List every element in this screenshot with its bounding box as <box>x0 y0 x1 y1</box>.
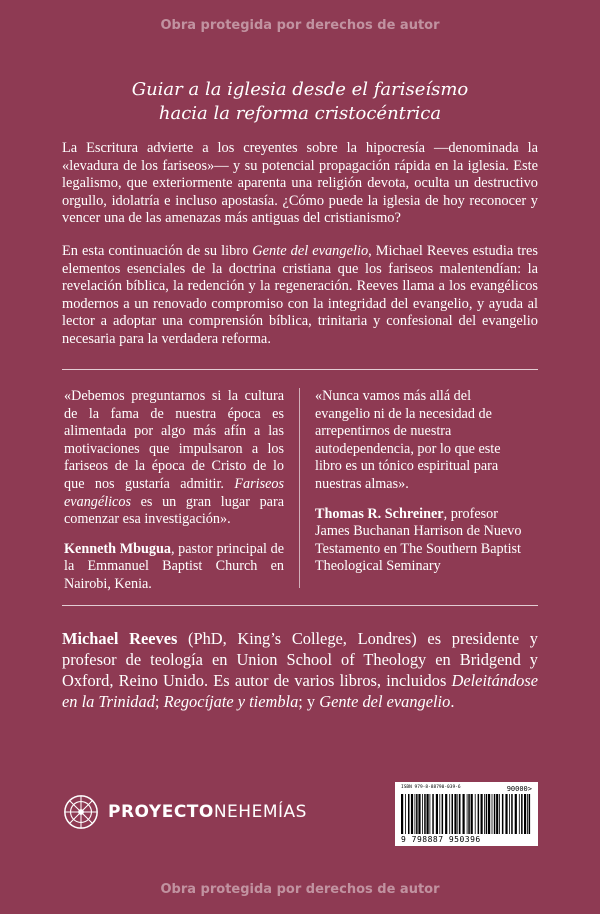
barcode-bar <box>442 794 444 834</box>
barcode-bar <box>527 794 528 834</box>
barcode-bar <box>494 794 496 834</box>
barcode-bar <box>401 794 403 834</box>
bio-sep-2: ; y <box>298 692 320 711</box>
quote-1-book-title: Fariseos evangélicos <box>64 475 284 510</box>
barcode-bar <box>430 794 431 834</box>
quote-1-attribution <box>64 541 284 594</box>
barcode-bar <box>463 794 465 834</box>
barcode-bar <box>416 794 418 834</box>
isbn-small-text: ISBN 979-8-88790-039-6 <box>401 785 461 790</box>
barcode-bar <box>521 794 523 834</box>
divider-rule-bottom <box>62 605 538 606</box>
barcode-bar <box>478 794 480 834</box>
barcode-bar <box>436 794 438 834</box>
barcode-bar <box>415 794 416 834</box>
quote-1-pre: «Debemos preguntarnos si la cultura de la fama de nuestra época es alimentada por algo más afín a las motivaciones que impulsaron a los fariseos de la época de Cristo de lo que nos gustaría admitir. <box>64 388 284 492</box>
barcode-bars <box>401 794 532 834</box>
isbn-barcode <box>395 782 538 846</box>
paragraph-2-pre: En esta continuación de su libro <box>62 243 253 259</box>
barcode-bar <box>486 794 488 834</box>
divider-rule-top <box>62 369 538 370</box>
quote-1-role: , pastor principal de la Emmanuel Baptist Church en Nairobi, Kenia. <box>64 540 284 592</box>
isbn-number: 9 798887 950396 <box>401 835 481 844</box>
bio-book-3: Gente del evangelio <box>319 692 451 711</box>
barcode-bar <box>427 794 429 834</box>
author-bio <box>62 628 538 712</box>
barcode-bar <box>496 794 498 834</box>
barcode-bar <box>505 794 507 834</box>
barcode-bar <box>411 794 413 834</box>
endorsement-quote-2 <box>315 388 525 576</box>
barcode-bar <box>452 794 454 834</box>
paragraph-2 <box>62 243 538 349</box>
barcode-bar <box>457 794 458 834</box>
barcode-bar <box>422 794 423 834</box>
quote-2-author: Thomas R. Schreiner <box>315 505 444 522</box>
paragraph-2-post: , Michael Reeves estudia tres elementos esenciales de la doctrina cristiana que los fariseos malentendían: la revelación bíblica, la redención y la regeneración. Reeves llama a los evangélicos modernos a un renovado compromiso con la integridad del evangelio, y ayuda al lector a adoptar una comprensión bíblica, trinitaria y confesional del evangelio necesaria para la verdadera reforma. <box>62 243 539 347</box>
barcode-bar <box>481 794 483 834</box>
quote-1-author: Kenneth Mbugua <box>64 540 171 557</box>
barcode-bar <box>445 794 447 834</box>
quote-2-role: , profesor James Buchanan Harrison de Nuevo Testamento en The Southern Baptist Theological Seminary <box>315 505 522 575</box>
quote-2-attribution <box>315 506 525 576</box>
barcode-bar <box>439 794 440 834</box>
barcode-bar <box>509 794 510 834</box>
endorsement-quote-1 <box>64 388 284 594</box>
publisher-name-part-1: PROYECTO <box>108 802 214 822</box>
barcode-bar <box>529 794 531 834</box>
barcode-bar <box>488 794 490 834</box>
quote-2-text: «Nunca vamos más allá del evangelio ni de la necesidad de arrepentirnos de nuestra autodependencia, por lo que este libro es un tónico espiritual para nuestras almas». <box>315 388 501 492</box>
barcode-bar <box>502 794 504 834</box>
paragraph-2-book-title: Gente del evangelio <box>252 243 369 259</box>
paragraph-1: La Escritura advierte a los creyentes sobre la hipocresía —denominada la «levadura de los fariseos»— y su potencial propagación rápida en la iglesia. Este legalismo, que exteriormente aparenta una religión devota, oculta un destructivo orgullo, idolatría e incluso apostasía. ¿Cómo puede la iglesia de hoy reconocer y vencer una de las amenazas más antiguas del cristianismo? <box>62 140 538 227</box>
barcode-bar <box>405 794 406 834</box>
bio-book-1: Deleitándose en la Trinidad <box>62 671 538 711</box>
barcode-bar <box>454 794 456 834</box>
barcode-bar <box>519 794 520 834</box>
watermark-bottom: Obra protegida por derechos de autor <box>160 882 440 897</box>
rose-window-icon <box>62 793 100 831</box>
price-code: 90000> <box>506 785 532 793</box>
watermark-top: Obra protegida por derechos de autor <box>160 18 440 33</box>
barcode-bar <box>499 794 500 834</box>
bio-author-name: Michael Reeves <box>62 629 178 648</box>
headline-line-1: Guiar a la iglesia desde el fariseísmo <box>131 79 469 100</box>
barcode-bar <box>459 794 461 834</box>
barcode-bar <box>475 794 476 834</box>
quote-1-text <box>64 388 284 529</box>
headline-line-2: hacia la reforma cristocéntrica <box>158 103 442 124</box>
barcode-bar <box>467 794 468 834</box>
barcode-bar <box>471 794 473 834</box>
barcode-bar <box>484 794 485 834</box>
bio-end: . <box>450 692 455 711</box>
publisher-logo <box>62 792 307 832</box>
barcode-bar <box>492 794 493 834</box>
barcode-bar <box>468 794 470 834</box>
barcode-bar <box>511 794 513 834</box>
barcode-bar <box>449 794 450 834</box>
quote-column-divider <box>299 388 300 588</box>
barcode-bar <box>408 794 410 834</box>
bio-text: (PhD, King’s College, Londres) es presidente y profesor de teología en Union School of Theology en Bridgend y Oxford, Reino Unido. Es autor de varios libros, incluidos <box>62 629 538 690</box>
barcode-bar <box>515 794 517 834</box>
headline <box>60 78 540 126</box>
publisher-name-part-2: NEHEMÍAS <box>213 802 307 822</box>
bio-book-2: Regocíjate y tiembla <box>163 692 299 711</box>
quote-1-post: es un gran lugar para comenzar esa investigación». <box>64 493 284 528</box>
bio-sep-1: ; <box>154 692 164 711</box>
barcode-bar <box>432 794 434 834</box>
barcode-bar <box>418 794 420 834</box>
barcode-bar <box>424 794 426 834</box>
barcode-bar <box>524 794 526 834</box>
publisher-name <box>108 802 307 822</box>
